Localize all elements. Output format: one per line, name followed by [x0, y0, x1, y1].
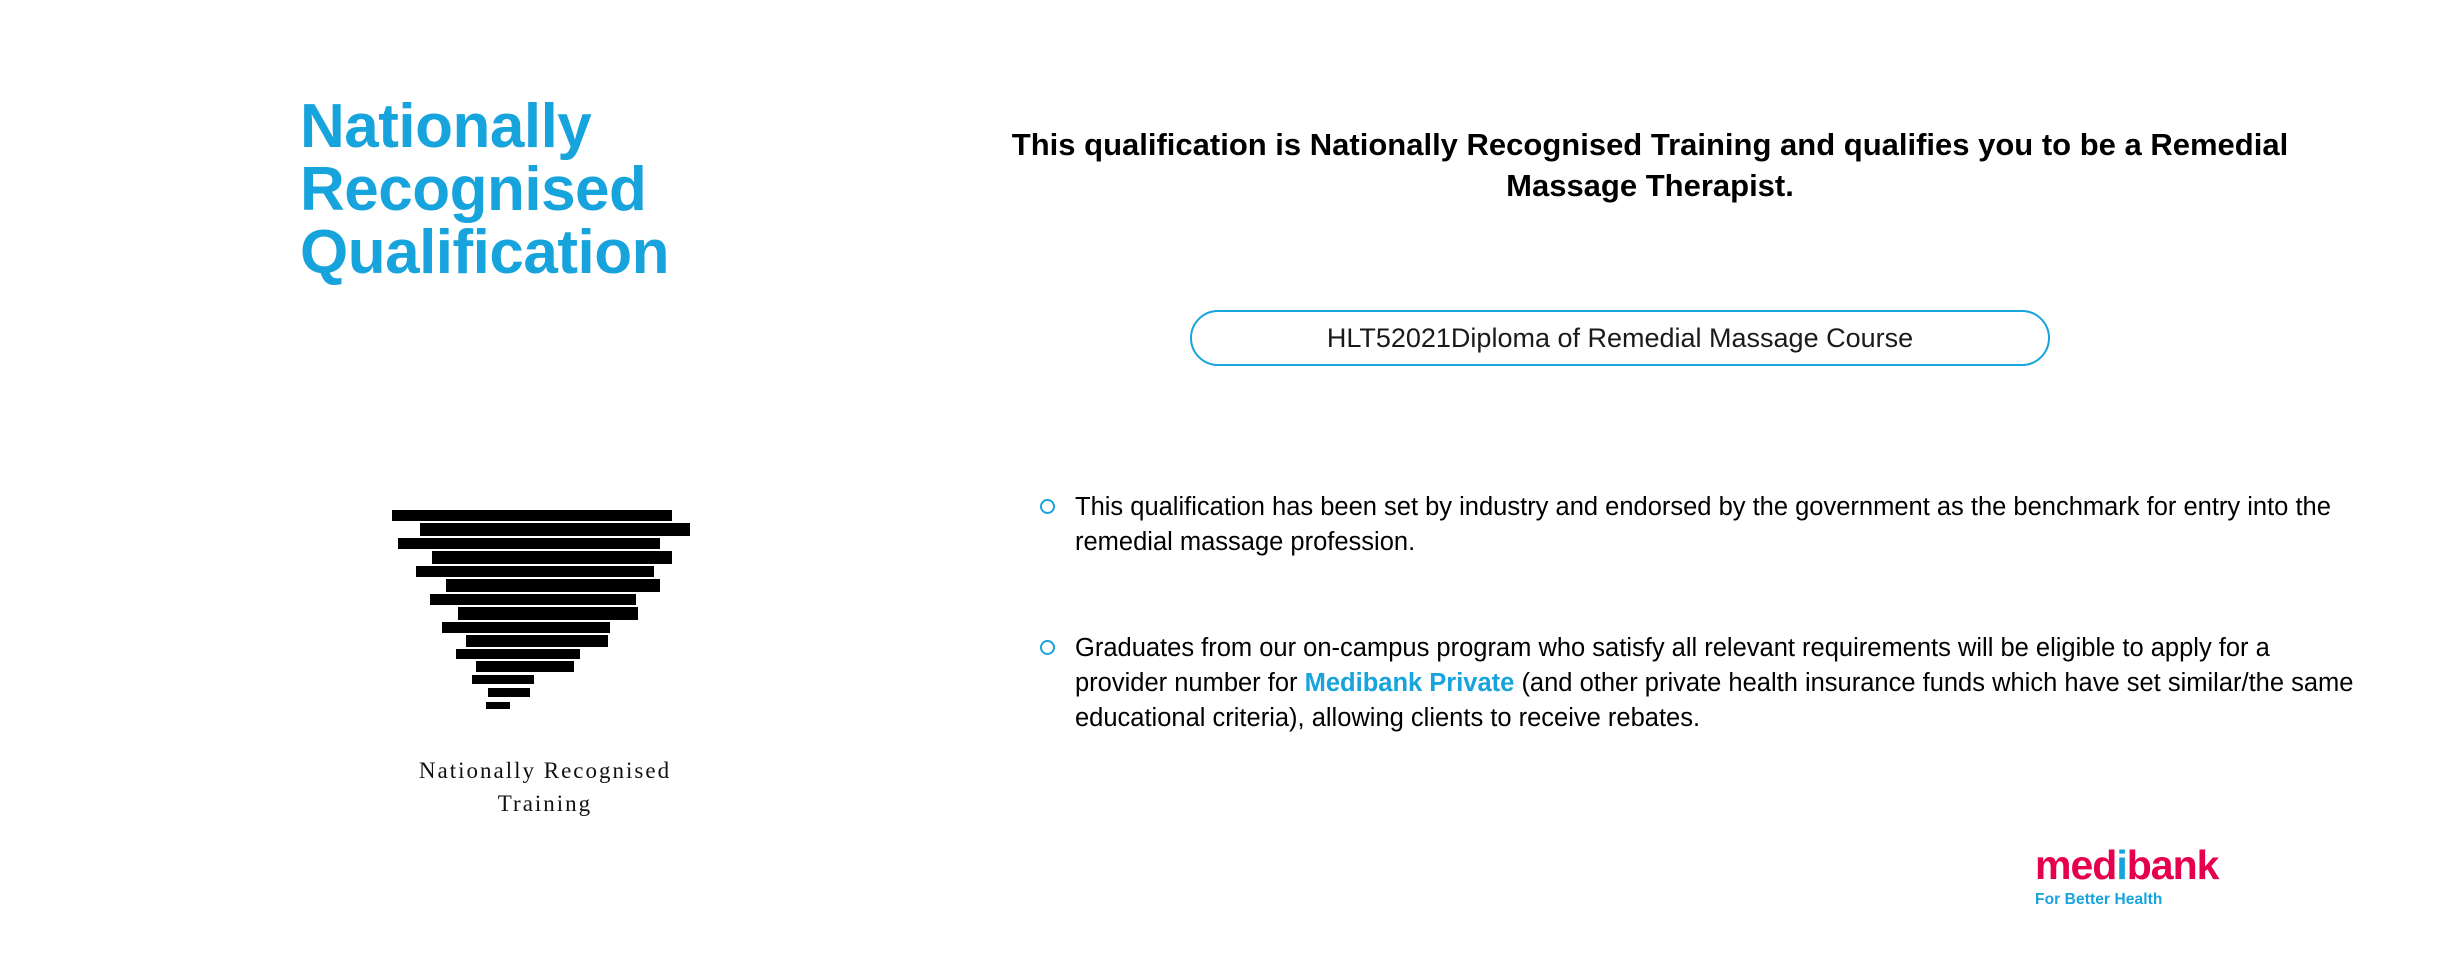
list-item-text-post: (and other private health insurance funds which have set similar/the same educational criteria), allowing clients to receive rebates.	[1075, 669, 2354, 732]
list-item-text-pre: Graduates from our on-campus program who satisfy all relevant requirements will be eligible to apply for a provider number for	[1075, 634, 2270, 698]
qualification-statement: This qualification is Nationally Recognised Training and qualifies you to be a Remedial Massage Therapist.	[1011, 127, 2289, 203]
list-item	[990, 490, 2360, 559]
right-column	[960, 0, 2380, 965]
nrt-logo-text-line-2: Training	[497, 791, 593, 817]
page-title-line-1: Nationally	[300, 92, 592, 161]
medibank-wordmark-med: med	[2035, 842, 2117, 888]
page-title-line-2: Recognised	[300, 155, 647, 225]
medibank-wordmark-i: i	[2116, 842, 2127, 888]
circle-bullet-icon	[1040, 640, 1055, 655]
circle-bullet-icon	[1040, 499, 1055, 514]
medibank-wordmark-bank: bank	[2126, 842, 2219, 888]
list-item	[990, 631, 2360, 735]
list-item-text: This qualification has been set by industry and endorsed by the government as the benchmark for entry into the remedial massage profession.	[1075, 493, 2331, 556]
medibank-tagline: For Better Health	[2035, 891, 2163, 908]
page-title-line-3: Qualification	[300, 218, 669, 288]
list-item-text	[1075, 631, 2360, 735]
medibank-logo	[2035, 842, 2255, 909]
nrt-funnel-icon	[380, 510, 710, 740]
course-name-pill: HLT52021Diploma of Remedial Massage Course	[1190, 310, 2050, 366]
left-column	[0, 0, 900, 965]
nrt-logo-text	[355, 754, 735, 821]
nrt-logo-text-line-1: Nationally Recognised	[418, 758, 672, 783]
page-title	[300, 92, 860, 288]
bullet-list	[990, 490, 2360, 735]
medibank-private-link[interactable]: Medibank Private	[1304, 669, 1515, 698]
medibank-wordmark	[2035, 842, 2255, 888]
nationally-recognised-training-logo	[355, 510, 735, 821]
